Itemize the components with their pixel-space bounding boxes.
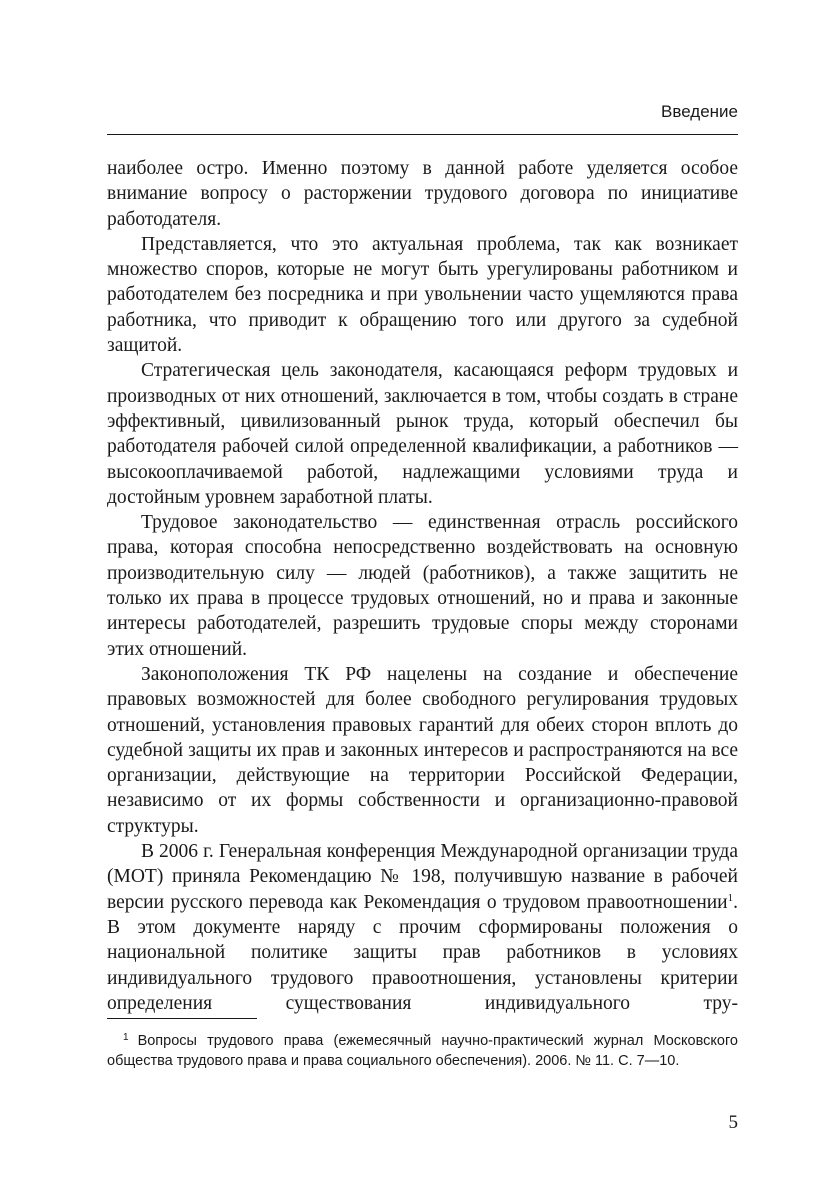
running-head: Введение — [661, 102, 738, 121]
footnote-rule — [107, 1018, 257, 1019]
footnote-reference: 1 — [727, 891, 734, 904]
paragraph: наиболее остро. Именно поэтому в данной работе уделяется особое внимание вопросу о расторжении трудового договора по инициативе работодателя. — [107, 158, 738, 230]
paragraph-text: В 2006 г. Генеральная конференция Международной организации труда (МОТ) приняла Рекомендацию № 198, получившую название в рабочей версии русского перевода как Рекомендация о трудовом правоотношении — [107, 841, 738, 913]
header-rule — [107, 134, 738, 135]
paragraph: Трудовое законодательство — единственная отрасль российского права, которая способна непосредственно воздействовать на основную производительную силу — людей (работников), а также защитить не только их права в процессе трудовых отношений, но и права и законные интересы работодателей, разрешить трудовые споры между сторонами этих отношений. — [107, 512, 738, 660]
footnote-text: Вопросы трудового права (ежемесячный научно-практический журнал Московского общества трудового права и права социального обеспечения). 2006. № 11. С. 7—10. — [107, 1033, 738, 1069]
page-number: 5 — [728, 1112, 738, 1133]
paragraph: Законоположения ТК РФ нацелены на создание и обеспечение правовых возможностей для более свободного регулирования трудовых отношений, установления правовых гарантий для обеих сторон вплоть до судебной защиты их прав и законных интересов и распространяются на все организации, действующие на территории Российской Федерации, независимо от их формы собственности и организационно-правовой структуры. — [107, 663, 738, 837]
footnote — [107, 1031, 738, 1071]
paragraph: Стратегическая цель законодателя, касающаяся реформ трудовых и производных от них отношений, заключается в том, чтобы создать в стране эффективный, цивилизованный рынок труда, который обеспечил бы работодателя рабочей силой определенной квалификации, а работников — высокооплачиваемой работой, надлежащими условиями труда и достойным уровнем заработной платы. — [107, 360, 738, 508]
paragraph — [107, 839, 738, 1016]
body-text — [107, 156, 738, 1016]
footnote-marker: 1 — [123, 1032, 129, 1043]
paragraph: Представляется, что это актуальная проблема, так как возникает множество споров, которые не могут быть урегулированы работником и работодателем без посредника и при увольнении часто ущемляются права работника, что приводит к обращению того или другого за судебной защитой. — [107, 233, 738, 357]
paragraph-text: . В этом документе наряду с прочим сформированы положения о национальной политике защиты прав работников в условиях индивидуального трудового правоотношения, установлены критерии определения существования индивидуального тру- — [107, 891, 738, 1014]
